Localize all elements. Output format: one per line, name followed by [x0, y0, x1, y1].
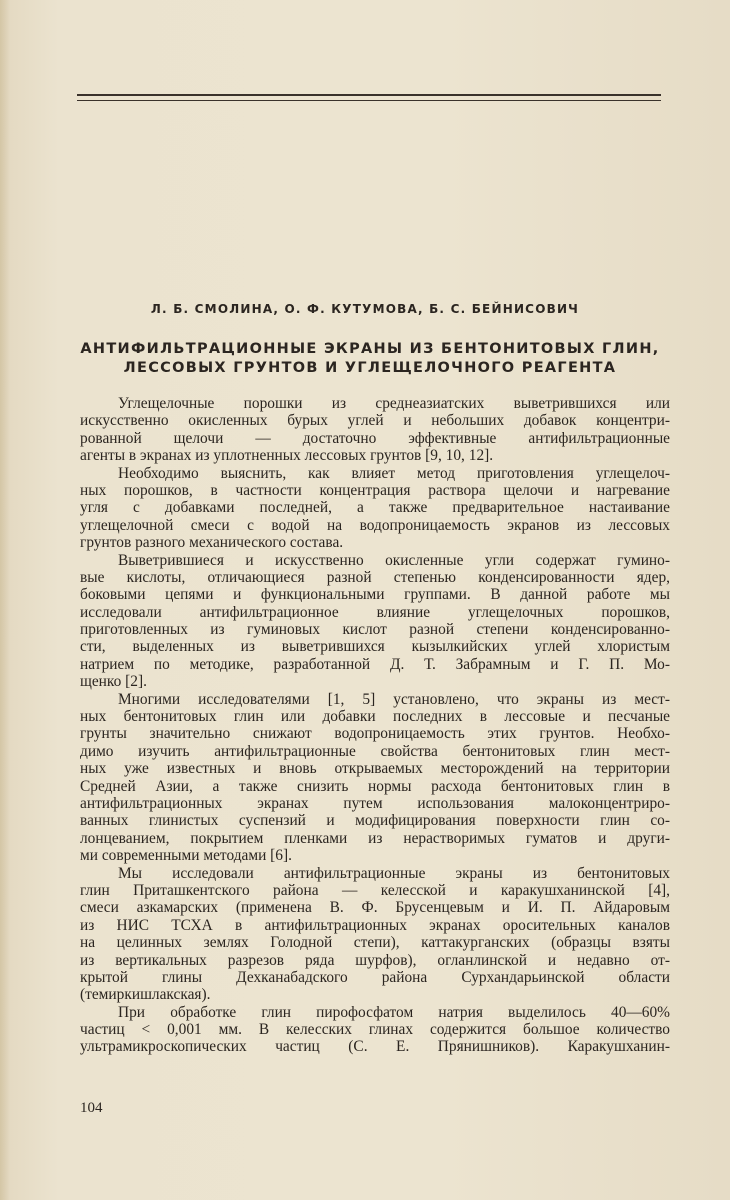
body-line: ванных глинистых суспензий и модифицирования поверхности глин со- [80, 812, 670, 830]
body-line: вые кислоты, отличающиеся разной степенью конденсированности ядер, [80, 568, 670, 586]
body-line: Многими исследователями [1, 5] установлено, что экраны из мест- [118, 690, 670, 708]
body-line: Углещелочные порошки из среднеазиатских выветрившихся или [118, 395, 670, 412]
article-title [70, 340, 670, 378]
body-line: смеси азкамарских (применена В. Ф. Брусенцевым и И. П. Айдаровым [80, 899, 670, 917]
body-line: приготовленных из гуминовых кислот разной степени конденсированно- [80, 621, 670, 639]
body-line: Необходимо выяснить, как влияет метод приготовления углещелоч- [118, 464, 670, 482]
body-line: ультрамикроскопических частиц (С. Е. Прянишников). Каракушханин- [80, 1038, 670, 1056]
body-line: щенко [2]. [80, 673, 147, 691]
body-line: глин Приташкентского района — келесской и каракушханинской [4], [80, 881, 670, 899]
body-line: Выветрившиеся и искусственно окисленные угли содержат гумино- [118, 551, 670, 569]
body-line: Мы исследовали антифильтрационные экраны из бентонитовых [118, 864, 670, 882]
body-line: грунтов разного механического состава. [80, 534, 344, 552]
body-line: ных порошков, в частности концентрация раствора щелочи и нагревание [80, 481, 670, 499]
header-rule-thin [77, 100, 661, 101]
body-line: из НИС ТСХА в антифильтрационных экранах оросительных каналов [80, 916, 670, 934]
body-line: ных бентонитовых глин или добавки последних в лессовые и песчаные [80, 708, 670, 726]
article-body [80, 395, 670, 1056]
body-line: исследовали антифильтрационное влияние углещелочных порошков, [80, 603, 670, 621]
page-number: 104 [80, 1100, 103, 1116]
body-line: углещелочной смеси с водой на водопроницаемость экранов из лессовых [80, 516, 670, 534]
body-line: частиц < 0,001 мм. В келесских глинах содержится большое количество [80, 1021, 670, 1039]
page-spine-shadow [0, 0, 10, 1200]
body-line: димо изучить антифильтрационные свойства бентонитовых глин мест- [80, 742, 670, 760]
body-line: антифильтрационных экранах путем использования малоконцентриро- [80, 794, 670, 812]
body-line: ми современными методами [6]. [80, 847, 292, 865]
body-line: угля с добавками последней, а также предварительное настаивание [80, 499, 670, 517]
header-rule-thick [77, 94, 661, 96]
body-line: из вертикальных разрезов ряда шурфов), огланлинской и недавно от- [80, 951, 670, 969]
body-line: на целинных землях Голодной степи), каттакурганских (образцы взяты [80, 934, 670, 952]
body-line: натрием по методике, разработанной Д. Т. Забрамным и Г. П. Мо- [80, 655, 670, 673]
body-line: ных уже известных и вновь открываемых месторождений на территории [80, 760, 670, 778]
body-line: грунты значительно снижают водопроницаемость этих грунтов. Необхо- [80, 725, 670, 743]
body-line: боковыми цепями и функциональными группами. В данной работе мы [80, 586, 670, 604]
article-authors: Л. Б. СМОЛИНА, О. Ф. КУТУМОВА, Б. С. БЕЙНИСОВИЧ [150, 302, 580, 316]
body-line: агенты в экранах из уплотненных лессовых грунтов [9, 10, 12]. [80, 447, 494, 465]
body-line: При обработке глин пирофосфатом натрия выделилось 40—60% [118, 1003, 670, 1021]
title-line: ЛЕССОВЫХ ГРУНТОВ И УГЛЕЩЕЛОЧНОГО РЕАГЕНТА [123, 360, 617, 376]
body-line: рованной щелочи — достаточно эффективные антифильтрационные [80, 429, 670, 447]
body-line: (темиркишлакская). [80, 986, 211, 1004]
title-line: АНТИФИЛЬТРАЦИОННЫЕ ЭКРАНЫ ИЗ БЕНТОНИТОВЫХ ГЛИН, [80, 341, 660, 357]
body-line: искусственно окисленных бурых углей и небольших добавок концентри- [80, 412, 670, 430]
body-line: лонцеванием, покрытием пленками из нерастворимых гуматов и други- [80, 829, 670, 847]
body-line: Средней Азии, а также снизить нормы расхода бентонитовых глин в [80, 777, 670, 795]
body-line: крытой глины Дехканабадского района Сурхандарьинской области [80, 968, 670, 986]
body-line: сти, выделенных из выветрившихся кызылкийских углей хлористым [80, 638, 670, 656]
